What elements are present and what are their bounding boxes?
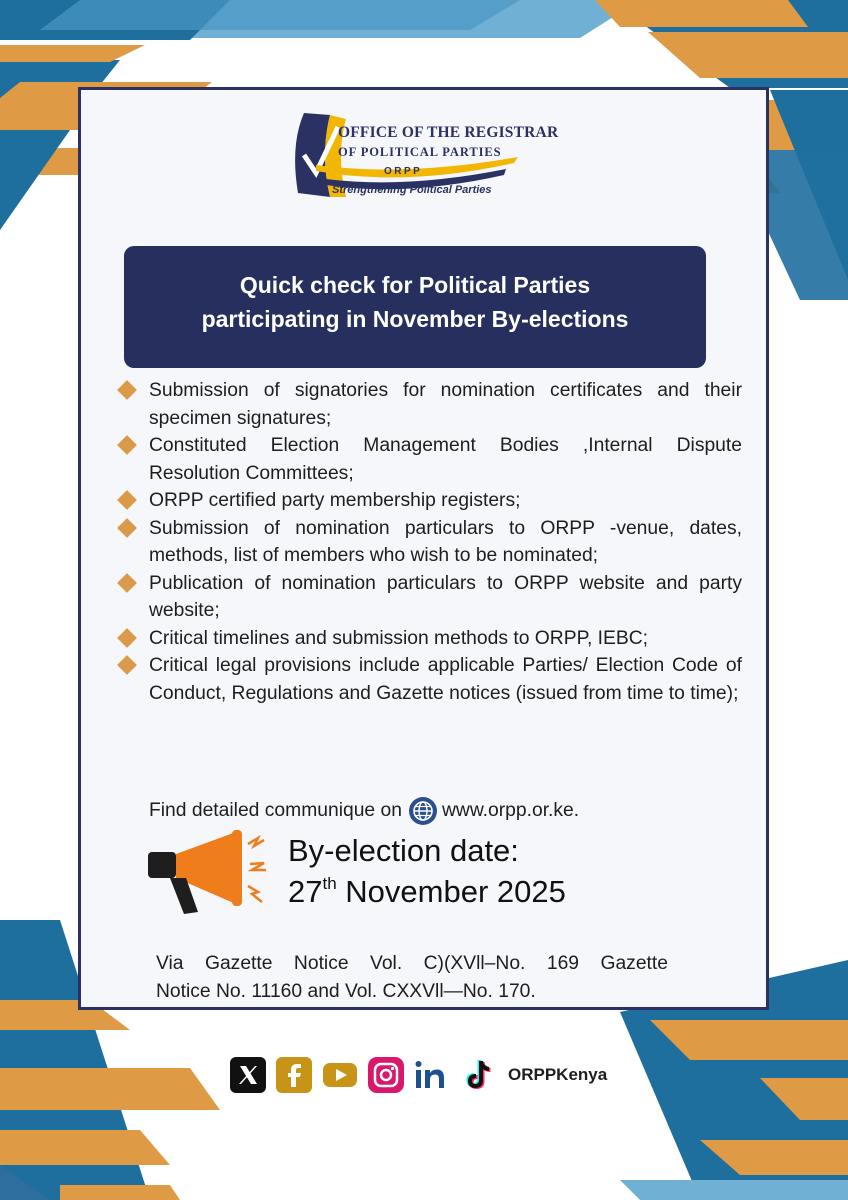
x-icon[interactable]: [230, 1057, 266, 1093]
diamond-bullet-icon: [117, 628, 137, 648]
checklist-item: [114, 377, 742, 432]
checklist-item: [114, 515, 742, 570]
checklist-item: [114, 652, 742, 707]
checklist-item-text: ORPP certified party membership registers;: [149, 490, 521, 511]
logo-title-line1: OFFICE OF THE REGISTRAR: [338, 124, 559, 141]
gazette-line1: Via Gazette Notice Vol. C)(XVll–No. 169 Gazette: [156, 953, 668, 974]
diamond-bullet-icon: [117, 380, 137, 400]
checklist-item-text: Constituted Election Management Bodies ,Internal Dispute Resolution Committees;: [149, 435, 742, 484]
linkedin-icon[interactable]: [414, 1057, 450, 1093]
diamond-bullet-icon: [117, 490, 137, 510]
megaphone-icon: [140, 830, 280, 920]
diamond-bullet-icon: [117, 655, 137, 675]
communique-text: Find detailed communique on: [149, 800, 402, 821]
headline-banner: [124, 246, 706, 368]
checklist-item-text: Critical timelines and submission methods to ORPP, IEBC;: [149, 627, 649, 649]
gazette-line2: Notice No. 11160 and Vol. CXXVll—No. 170.: [156, 981, 536, 1002]
diamond-bullet-icon: [117, 573, 137, 593]
checklist-item-text: Critical legal provisions include applicable Parties/ Election Code of Conduct, Regulations and Gazette notices (issued from time to time);: [149, 655, 742, 704]
logo-abbreviation: ORPP: [384, 166, 423, 177]
election-day-suffix: th: [322, 874, 337, 893]
diamond-bullet-icon: [117, 518, 137, 538]
website-link[interactable]: www.orpp.or.ke.: [441, 800, 580, 821]
checklist-item: [114, 487, 742, 515]
headline-line2: participating in November By-elections: [201, 306, 629, 332]
instagram-icon[interactable]: [368, 1057, 404, 1093]
globe-icon: [408, 796, 438, 826]
checklist-item-text: Publication of nomination particulars to ORPP website and party website;: [149, 572, 742, 621]
facebook-icon[interactable]: [276, 1057, 312, 1093]
checklist-item-text: Submission of signatories for nomination certificates and their specimen signatures;: [149, 380, 742, 429]
gazette-notice: [156, 950, 668, 1006]
communique-line: [149, 796, 579, 826]
logo-tagline: Strengthening Political Parties: [332, 184, 492, 196]
election-date-value: [288, 874, 566, 910]
election-month-year: November 2025: [345, 874, 566, 909]
youtube-icon[interactable]: [322, 1057, 358, 1093]
election-day: 27: [288, 874, 323, 909]
checklist-item-text: Submission of nomination particulars to ORPP -venue, dates, methods, list of members who wish to be nominated;: [149, 517, 742, 566]
checklist-item: [114, 570, 742, 625]
headline-line1: Quick check for Political Parties: [239, 272, 591, 298]
social-handle: ORPPKenya: [508, 1065, 608, 1084]
election-date-label: By-election date:: [288, 833, 519, 868]
checklist: [114, 377, 742, 707]
tiktok-icon[interactable]: [460, 1057, 496, 1093]
checklist-item: [114, 432, 742, 487]
social-links: [230, 1056, 607, 1094]
logo-title-line2: OF POLITICAL PARTIES: [338, 145, 502, 159]
diamond-bullet-icon: [117, 435, 137, 455]
checklist-item: [114, 625, 742, 653]
